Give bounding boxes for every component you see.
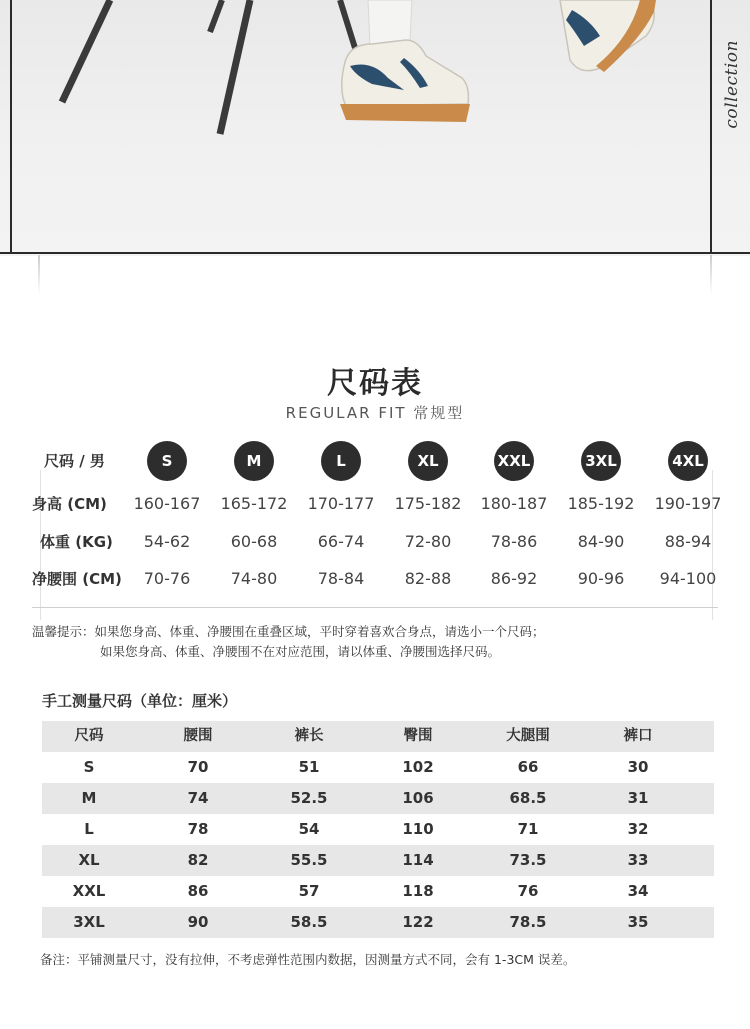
tip-line: 温馨提示：如果您身高、体重、净腰围在重叠区域，平时穿着喜欢合身点，请选小一个尺码； xyxy=(32,624,545,639)
waist-value: 74-80 xyxy=(230,569,278,588)
weight-label: 体重 (KG) xyxy=(40,533,113,551)
frame-line xyxy=(710,0,712,252)
table-row xyxy=(42,814,714,845)
measurement-table xyxy=(42,721,714,938)
size-badge-xl: XL xyxy=(408,441,448,481)
table-cell: 70 xyxy=(187,758,209,776)
frame-tick xyxy=(710,255,712,295)
table-cell: XXL xyxy=(72,882,106,900)
height-value: 160-167 xyxy=(133,494,201,513)
weight-value: 72-80 xyxy=(404,532,452,551)
height-value: 175-182 xyxy=(394,494,462,513)
height-row xyxy=(0,484,750,524)
table-cell: M xyxy=(81,789,97,807)
table-cell: 118 xyxy=(402,882,434,900)
table-row xyxy=(42,876,714,907)
size-badge-l: L xyxy=(321,441,361,481)
table-cell: 52.5 xyxy=(290,789,328,807)
frame-line xyxy=(10,0,12,252)
table-cell: 58.5 xyxy=(290,913,328,931)
size-header-row xyxy=(0,441,750,481)
waist-row xyxy=(0,559,750,599)
waist-value: 70-76 xyxy=(143,569,191,588)
size-badge-s: S xyxy=(147,441,187,481)
weight-row xyxy=(0,522,750,562)
table-cell: 35 xyxy=(627,913,649,931)
page-title: 尺码表 xyxy=(327,366,423,401)
size-badge-m: M xyxy=(234,441,274,481)
column-header: 臀围 xyxy=(403,728,433,744)
fit-subtitle: REGULAR FIT 常规型 xyxy=(285,404,465,422)
sneaker-illustration xyxy=(0,0,750,256)
table-cell: 102 xyxy=(402,758,434,776)
table-cell: 66 xyxy=(517,758,539,776)
height-value: 180-187 xyxy=(480,494,548,513)
waist-value: 78-84 xyxy=(317,569,365,588)
waist-label: 净腰围 (CM) xyxy=(32,570,122,588)
table-cell: 34 xyxy=(627,882,649,900)
table-cell: XL xyxy=(78,851,100,869)
measurement-title: 手工测量尺码（单位：厘米） xyxy=(42,692,238,710)
chair-leg xyxy=(62,0,110,102)
table-cell: 114 xyxy=(402,851,434,869)
table-cell: 73.5 xyxy=(509,851,547,869)
waist-value: 94-100 xyxy=(659,569,717,588)
table-cell: 90 xyxy=(187,913,209,931)
height-value: 170-177 xyxy=(307,494,375,513)
height-value: 165-172 xyxy=(220,494,288,513)
table-row xyxy=(42,752,714,783)
table-cell: 51 xyxy=(298,758,320,776)
table-cell: S xyxy=(83,758,95,776)
table-cell: 78.5 xyxy=(509,913,547,931)
table-cell: 76 xyxy=(517,882,539,900)
column-header: 裤口 xyxy=(623,728,653,744)
height-value: 190-197 xyxy=(654,494,722,513)
column-header: 大腿围 xyxy=(506,728,550,744)
waist-value: 82-88 xyxy=(404,569,452,588)
column-header: 裤长 xyxy=(294,728,324,744)
chair-leg xyxy=(220,0,250,134)
table-cell: 86 xyxy=(187,882,209,900)
table-cell: 74 xyxy=(187,789,209,807)
size-header-label: 尺码 / 男 xyxy=(44,452,105,470)
collection-caption: collection xyxy=(722,40,742,129)
table-row xyxy=(42,845,714,876)
size-badge-3xl: 3XL xyxy=(581,441,621,481)
table-cell: 3XL xyxy=(73,913,105,931)
table-cell: 122 xyxy=(402,913,434,931)
measurement-note: 备注：平铺测量尺寸，没有拉伸，不考虑弹性范围内数据，因测量方式不同，会有 1-3CM 误差。 xyxy=(40,952,576,967)
table-cell: 57 xyxy=(298,882,320,900)
table-cell: 33 xyxy=(627,851,649,869)
size-badge-xxl: XXL xyxy=(494,441,534,481)
chair-leg xyxy=(340,0,355,48)
weight-value: 60-68 xyxy=(230,532,278,551)
table-cell: 110 xyxy=(402,820,434,838)
table-row xyxy=(42,783,714,814)
table-cell: 78 xyxy=(187,820,209,838)
table-header-row xyxy=(42,721,714,752)
weight-value: 84-90 xyxy=(577,532,625,551)
size-tips xyxy=(32,622,545,662)
table-cell: 31 xyxy=(627,789,649,807)
sneaker-sole xyxy=(340,104,470,122)
table-row xyxy=(42,907,714,938)
chart-divider xyxy=(32,607,718,608)
table-cell: 30 xyxy=(627,758,649,776)
frame-line xyxy=(0,252,750,254)
table-cell: 82 xyxy=(187,851,209,869)
weight-value: 54-62 xyxy=(143,532,191,551)
table-cell: 32 xyxy=(627,820,649,838)
weight-value: 88-94 xyxy=(664,532,712,551)
product-photo xyxy=(0,0,750,256)
weight-value: 78-86 xyxy=(490,532,538,551)
tip-line: 如果您身高、体重、净腰围不在对应范围，请以体重、净腰围选择尺码。 xyxy=(100,644,501,659)
table-cell: 55.5 xyxy=(290,851,328,869)
table-cell: 54 xyxy=(298,820,320,838)
table-cell: 71 xyxy=(517,820,539,838)
size-badge-4xl: 4XL xyxy=(668,441,708,481)
chair-leg xyxy=(210,0,222,32)
table-cell: L xyxy=(84,820,94,838)
column-header: 尺码 xyxy=(74,728,104,744)
frame-tick xyxy=(38,255,40,295)
sock xyxy=(368,0,412,46)
table-cell: 68.5 xyxy=(509,789,547,807)
weight-value: 66-74 xyxy=(317,532,365,551)
height-value: 185-192 xyxy=(567,494,635,513)
height-label: 身高 (CM) xyxy=(32,495,107,513)
table-cell: 106 xyxy=(402,789,434,807)
waist-value: 86-92 xyxy=(490,569,538,588)
column-header: 腰围 xyxy=(183,728,213,744)
waist-value: 90-96 xyxy=(577,569,625,588)
